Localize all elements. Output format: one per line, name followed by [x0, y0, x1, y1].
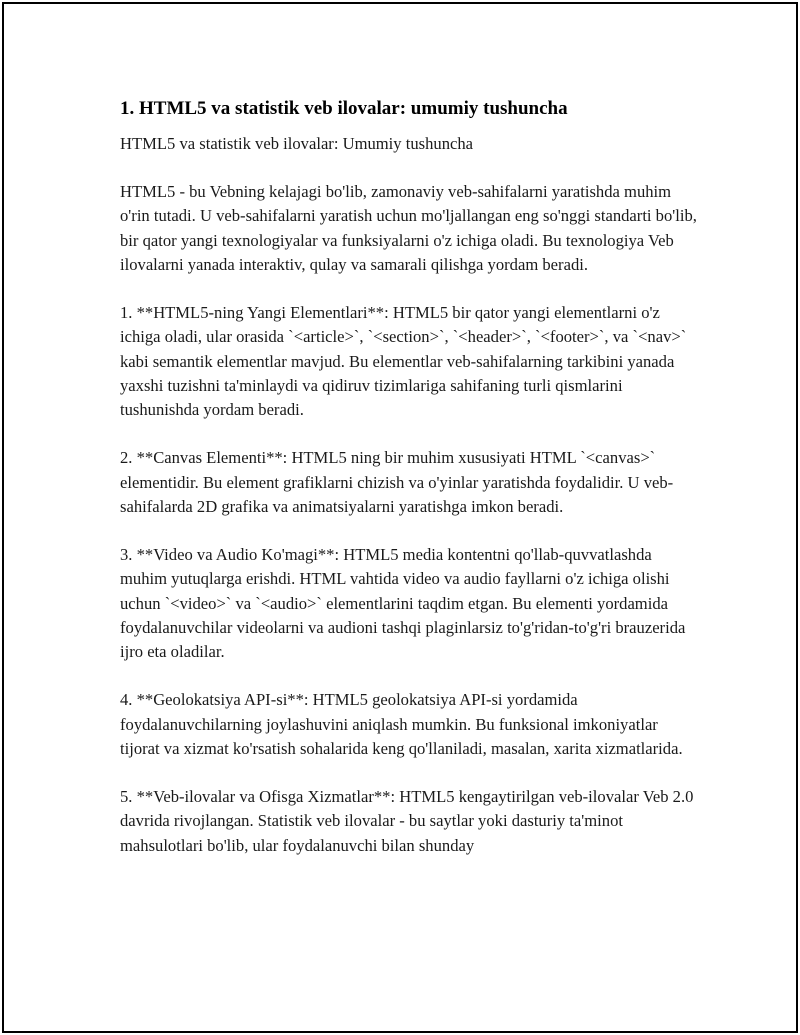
document-body	[120, 96, 700, 882]
list-item-video-audio: 3. **Video va Audio Ko'magi**: HTML5 media kontentni qo'llab-quvvatlashda muhim yutuqlarga erishdi. HTML vahtida video va audio fayllarni o'z ichiga olishi uchun `<video>` va `<audio>` elementlarini taqdim etgan. Bu elementi yordamida foydalanuvchilar videolarni va audioni tashqi plaginlarsiz to'g'ridan-to'g'ri brauzerida ijro eta oladilar.	[120, 545, 686, 662]
list-item-new-elements: 1. **HTML5-ning Yangi Elementlari**: HTML5 bir qator yangi elementlarni o'z ichiga oladi, ular orasida `<article>`, `<section>`, `<header>`, `<footer>`, va `<nav>` kabi semantik elementlar mavjud. Bu elementlar veb-sahifalarning tarkibini yanada yaxshi tuzishni ta'minlaydi va qidiruv tizimlariga sahifaning turli qismlarini tushunishda yordam beradi.	[120, 303, 687, 420]
list-item-canvas: 2. **Canvas Elementi**: HTML5 ning bir muhim xususiyati HTML `<canvas>` elementidir. Bu element grafiklarni chizish va o'yinlar yaratishda foydalidir. U veb-sahifalarda 2D grafika va animatsiyalarni yaratishga imkon beradi.	[120, 448, 674, 516]
intro-paragraph: HTML5 - bu Vebning kelajagi bo'lib, zamonaviy veb-sahifalarni yaratishda muhim o'rin tutadi. U veb-sahifalarni yaratish uchun mo'ljallangan eng so'nggi standarti bo'lib, bir qator yangi texnologiyalar va funksiyalarni o'z ichiga oladi. Bu texnologiya Veb ilovalarni yanada interaktiv, qulay va samarali qilishga yordam beradi.	[120, 182, 697, 274]
document-heading: 1. HTML5 va statistik veb ilovalar: umumiy tushuncha	[120, 98, 568, 119]
list-item-web-apps: 5. **Veb-ilovalar va Ofisga Xizmatlar**: HTML5 kengaytirilgan veb-ilovalar Veb 2.0 davrida rivojlangan. Statistik veb ilovalar - bu saytlar yoki dasturiy ta'minot mahsulotlari bo'lib, ular foydalanuvchi bilan shunday	[120, 787, 694, 855]
list-item-geolocation: 4. **Geolokatsiya API-si**: HTML5 geolokatsiya API-si yordamida foydalanuvchilarning joylashuvini aniqlash mumkin. Bu funksional imkoniyatlar tijorat va xizmat ko'rsatish sohalarida keng qo'llaniladi, masalan, xarita xizmatlarida.	[120, 690, 683, 758]
subtitle-paragraph: HTML5 va statistik veb ilovalar: Umumiy tushuncha	[120, 134, 474, 153]
page-border	[2, 2, 798, 1033]
